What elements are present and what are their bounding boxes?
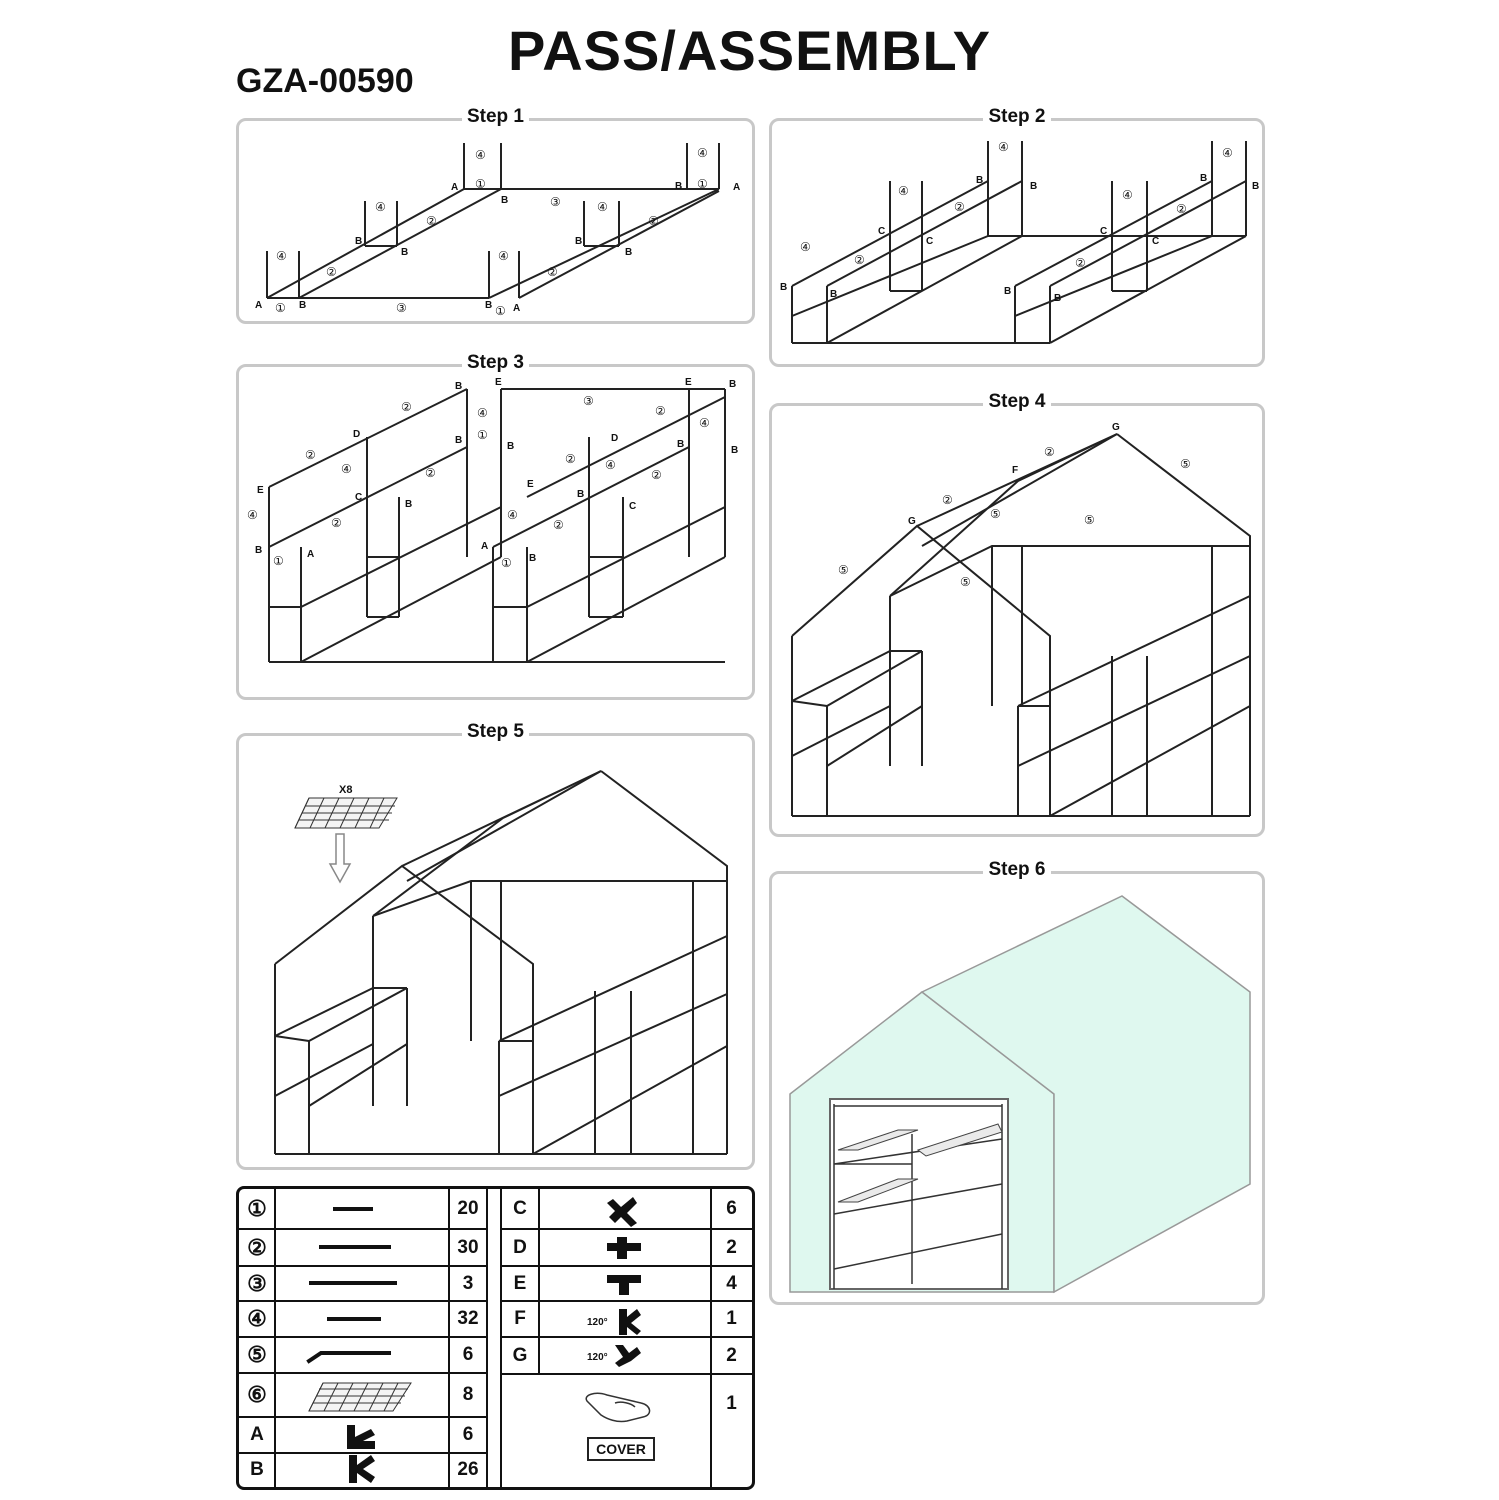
svg-text:A: A [481, 541, 489, 552]
svg-text:A: A [733, 182, 741, 193]
part-id-g: G [512, 1344, 528, 1366]
svg-text:⑤: ⑤ [1084, 513, 1095, 527]
svg-text:②: ② [326, 265, 337, 279]
part-qty-1: 20 [457, 1198, 479, 1219]
part-id-c: C [513, 1198, 527, 1219]
connector-e-icon [607, 1275, 641, 1295]
step-4-panel [769, 391, 1265, 837]
svg-text:④: ④ [1222, 146, 1233, 160]
step-2-panel [769, 106, 1265, 367]
svg-text:③: ③ [583, 394, 594, 408]
svg-text:②: ② [942, 493, 953, 507]
step-1-label: Step 1 [462, 106, 529, 127]
svg-text:C: C [1152, 236, 1160, 247]
part-id-2: ② [247, 1234, 267, 1260]
step-5-panel [236, 721, 755, 1170]
part-qty-c: 6 [726, 1198, 737, 1219]
part-qty-2: 30 [457, 1236, 479, 1258]
step-1-panel [236, 106, 755, 324]
svg-text:④: ④ [998, 140, 1009, 154]
svg-text:④: ④ [475, 148, 486, 162]
part-id-f: F [514, 1308, 526, 1329]
svg-text:⑤: ⑤ [838, 563, 849, 577]
model-number: GZA-00590 [236, 62, 414, 100]
svg-text:A: A [307, 549, 315, 560]
svg-text:④: ④ [375, 200, 386, 214]
svg-text:③: ③ [396, 301, 407, 315]
angle-label-g: 120° [587, 1352, 608, 1363]
step-2-diagram [772, 121, 1262, 364]
part-id-5: ⑤ [247, 1342, 267, 1367]
svg-text:D: D [611, 433, 619, 444]
cover-door [830, 1099, 1008, 1289]
part-qty-e: 4 [726, 1272, 737, 1294]
connector-a-icon [347, 1425, 375, 1449]
svg-text:E: E [257, 485, 264, 496]
connector-f-icon [619, 1309, 641, 1335]
part-id-d: D [513, 1236, 527, 1258]
svg-text:④: ④ [498, 249, 509, 263]
svg-text:B: B [575, 236, 583, 247]
svg-text:G: G [908, 516, 916, 527]
part-id-3: ③ [247, 1270, 267, 1296]
svg-text:②: ② [655, 404, 666, 418]
svg-text:②: ② [648, 214, 659, 228]
svg-text:B: B [677, 439, 685, 450]
svg-text:④: ④ [507, 508, 518, 522]
page-title: PASS/ASSEMBLY [508, 19, 991, 82]
svg-text:B: B [507, 441, 515, 452]
step-3-panel [236, 352, 755, 700]
connector-g-icon [615, 1345, 641, 1367]
svg-text:C: C [355, 492, 363, 503]
svg-text:②: ② [854, 253, 865, 267]
svg-text:④: ④ [697, 146, 708, 160]
svg-text:①: ① [495, 304, 506, 318]
shelf-icon [309, 1383, 411, 1411]
svg-text:②: ② [425, 466, 436, 480]
part-qty-f: 1 [726, 1308, 737, 1329]
step-2-label: Step 2 [983, 106, 1050, 127]
svg-text:④: ④ [699, 416, 710, 430]
step-6-label: Step 6 [983, 859, 1050, 880]
svg-text:B: B [501, 195, 509, 206]
svg-text:C: C [629, 501, 637, 512]
down-arrow-icon [330, 834, 350, 882]
svg-text:④: ④ [898, 184, 909, 198]
parts-table-grid [239, 1189, 752, 1487]
svg-text:①: ① [697, 177, 708, 191]
step-4-diagram [772, 406, 1262, 834]
svg-text:B: B [1200, 173, 1208, 184]
part-id-e: E [513, 1272, 527, 1294]
svg-text:④: ④ [341, 462, 352, 476]
svg-text:B: B [355, 236, 363, 247]
svg-text:A: A [513, 303, 521, 314]
connector-d-icon [607, 1237, 641, 1259]
svg-text:B: B [255, 545, 263, 556]
svg-text:①: ① [477, 428, 488, 442]
svg-text:②: ② [651, 468, 662, 482]
connector-b-icon [349, 1455, 375, 1483]
svg-text:E: E [495, 377, 502, 388]
svg-text:④: ④ [800, 240, 811, 254]
step-4-label: Step 4 [983, 391, 1050, 412]
svg-text:G: G [1112, 422, 1120, 433]
svg-text:E: E [527, 479, 534, 490]
svg-text:③: ③ [550, 195, 561, 209]
part-qty-b: 26 [457, 1459, 479, 1480]
svg-text:B: B [1252, 181, 1260, 192]
svg-text:B: B [299, 300, 307, 311]
part-qty-5: 6 [462, 1344, 474, 1365]
angle-label-f: 120° [587, 1317, 608, 1328]
svg-text:B: B [675, 181, 683, 192]
step-5-label: Step 5 [462, 721, 529, 742]
svg-text:②: ② [401, 400, 412, 414]
part-id-b: B [250, 1459, 264, 1480]
part-qty-a: 6 [462, 1424, 474, 1445]
step-5-diagram [239, 736, 752, 1167]
svg-text:②: ② [305, 448, 316, 462]
step-1-diagram [239, 121, 752, 321]
svg-text:B: B [780, 282, 788, 293]
svg-text:B: B [577, 489, 585, 500]
svg-text:④: ④ [1122, 188, 1133, 202]
svg-text:②: ② [547, 265, 558, 279]
svg-text:B: B [1054, 293, 1062, 304]
part-qty-4: 32 [457, 1308, 479, 1329]
svg-text:B: B [455, 435, 463, 446]
step-6-panel [769, 859, 1265, 1305]
cover-label: COVER [587, 1437, 655, 1461]
svg-text:B: B [1030, 181, 1038, 192]
svg-text:①: ① [475, 177, 486, 191]
svg-text:④: ④ [247, 508, 258, 522]
connector-c-icon [607, 1197, 637, 1227]
svg-text:B: B [401, 247, 409, 258]
svg-text:④: ④ [597, 200, 608, 214]
step-3-diagram [239, 367, 752, 697]
svg-text:B: B [729, 379, 737, 390]
svg-text:②: ② [1176, 202, 1187, 216]
svg-text:B: B [405, 499, 413, 510]
step-6-diagram [772, 874, 1262, 1302]
cover-qty: 1 [726, 1393, 737, 1414]
svg-text:②: ② [331, 516, 342, 530]
svg-text:B: B [529, 553, 537, 564]
svg-text:④: ④ [605, 458, 616, 472]
svg-text:B: B [485, 300, 493, 311]
svg-text:②: ② [1044, 445, 1055, 459]
svg-text:B: B [731, 445, 739, 456]
part-qty-d: 2 [726, 1236, 737, 1258]
part-id-6: ⑥ [247, 1382, 267, 1407]
part-id-a: A [250, 1424, 264, 1445]
part-id-1: ① [247, 1196, 267, 1221]
svg-text:C: C [878, 226, 886, 237]
svg-text:②: ② [553, 518, 564, 532]
svg-text:④: ④ [276, 249, 287, 263]
svg-text:C: C [1100, 226, 1108, 237]
svg-text:F: F [1012, 465, 1019, 476]
cover-bag-icon [586, 1393, 649, 1421]
svg-text:B: B [455, 381, 463, 392]
svg-text:B: B [976, 175, 984, 186]
svg-text:⑤: ⑤ [1180, 457, 1191, 471]
svg-text:⑤: ⑤ [960, 575, 971, 589]
svg-text:①: ① [273, 554, 284, 568]
part-id-4: ④ [247, 1306, 267, 1331]
part-qty-3: 3 [462, 1272, 474, 1294]
svg-text:B: B [1004, 286, 1012, 297]
part-qty-g: 2 [726, 1344, 737, 1366]
svg-text:⑤: ⑤ [990, 507, 1001, 521]
svg-text:④: ④ [477, 406, 488, 420]
step-3-label: Step 3 [462, 352, 529, 373]
parts-table [236, 1186, 755, 1490]
shelf-multiplier: X8 [339, 784, 353, 796]
svg-text:②: ② [1075, 256, 1086, 270]
svg-text:①: ① [501, 556, 512, 570]
svg-text:B: B [625, 247, 633, 258]
svg-text:C: C [926, 236, 934, 247]
svg-text:①: ① [275, 301, 286, 315]
svg-text:②: ② [426, 214, 437, 228]
svg-text:②: ② [565, 452, 576, 466]
svg-text:D: D [353, 429, 361, 440]
tube-5-icon [309, 1353, 389, 1361]
svg-text:E: E [685, 377, 692, 388]
part-qty-6: 8 [462, 1384, 474, 1405]
svg-text:B: B [830, 289, 838, 300]
svg-text:A: A [451, 182, 459, 193]
svg-text:A: A [255, 300, 263, 311]
svg-text:②: ② [954, 200, 965, 214]
